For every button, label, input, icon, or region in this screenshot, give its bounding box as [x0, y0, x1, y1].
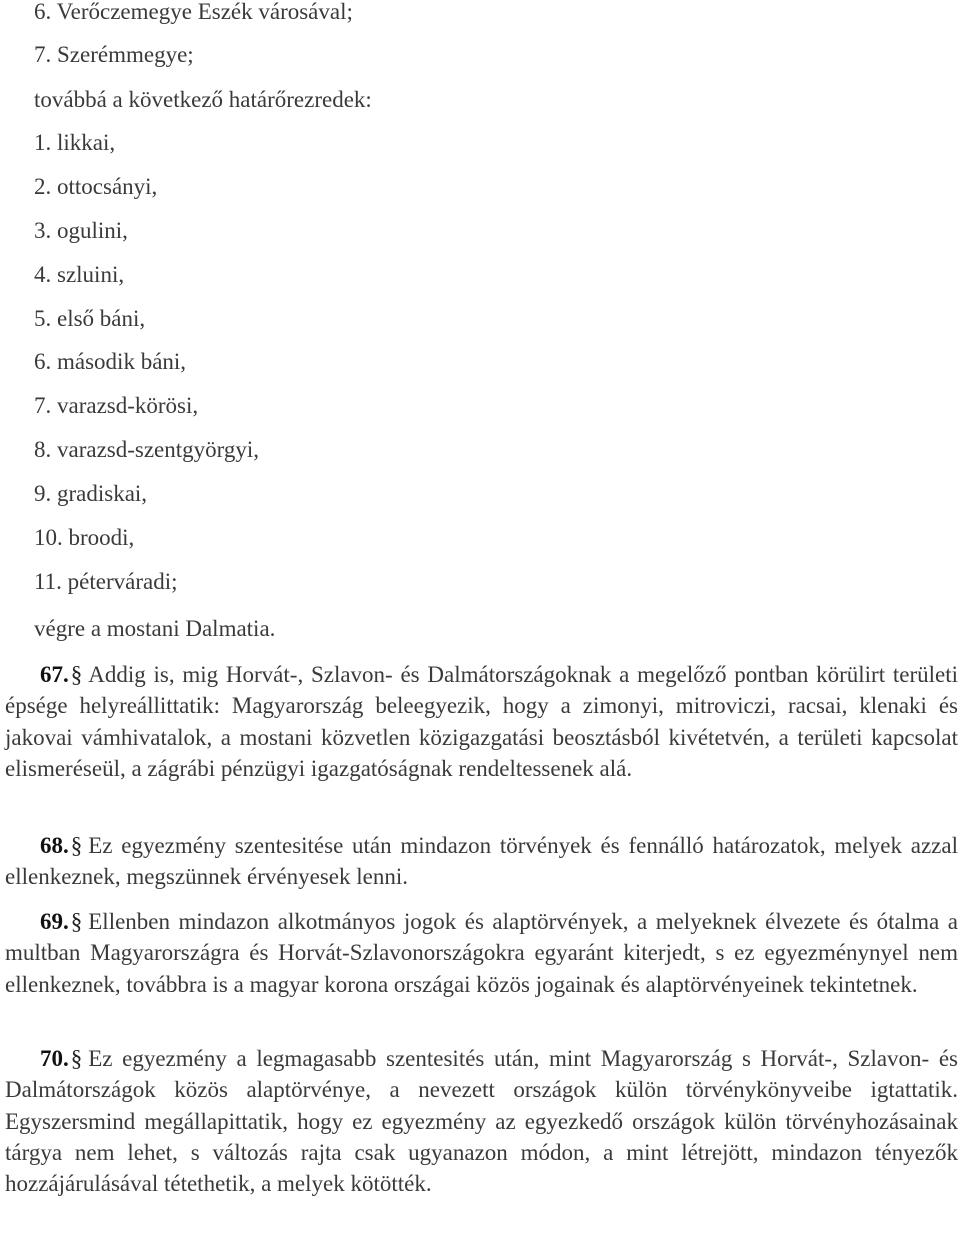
paragraph-number: 69.	[40, 909, 69, 934]
list-item: továbbá a következő határőrezredek:	[34, 87, 372, 112]
list-item: végre a mostani Dalmatia.	[34, 616, 276, 641]
list-item: 3. ogulini,	[34, 218, 128, 243]
section-sign: §	[70, 662, 83, 687]
list-item: 5. első báni,	[34, 306, 146, 331]
paragraph-68	[5, 830, 958, 893]
section-sign: §	[70, 833, 83, 858]
paragraph-text: Ez egyezmény szentesitése után mindazon törvények és fennálló határozatok, melyek azzal ellenkeznek, megszünnek érvényesek lenni.	[5, 833, 958, 890]
list-item: 9. gradiskai,	[34, 481, 148, 506]
paragraph-number: 67.	[40, 662, 69, 687]
paragraph-67	[5, 659, 958, 784]
section-sign: §	[70, 1046, 83, 1071]
list-item: 8. varazsd-szentgyörgyi,	[34, 437, 260, 462]
paragraph-text: Ellenben mindazon alkotmányos jogok és alaptörvények, a melyeknek élvezete és ótalma a multban Magyarországra és Horvát-Szlavonországokra egyaránt kiterjedt, s ez egyezménynyel nem ellenkeznek, továbbra is a magyar korona országai közös jogainak és alaptörvényeinek tekintetnek.	[5, 909, 958, 997]
section-sign: §	[70, 909, 83, 934]
list-item: 6. Verőczemegye Eszék városával;	[34, 0, 353, 24]
list-item: 10. broodi,	[34, 525, 135, 550]
list-item: 1. likkai,	[34, 130, 116, 155]
list-item: 6. második báni,	[34, 349, 187, 374]
list-item: 7. Szerémmegye;	[34, 42, 194, 67]
list-item: 4. szluini,	[34, 262, 125, 287]
paragraph-text: Addig is, mig Horvát-, Szlavon- és Dalmátországoknak a megelőző pontban körülirt területi épsége helyreállittatik: Magyarország beleegyezik, hogy a zimonyi, mitroviczi, racsai, klenaki és jakovai vámhivatalok, a mostani közvetlen közigazgatási beosztásból kivétetvén, a területi kapcsolat elismeréseül, a zágrábi pénzügyi igazgatóságnak rendeltessenek alá.	[5, 662, 958, 781]
list-item: 7. varazsd-körösi,	[34, 393, 199, 418]
paragraph-70	[5, 1043, 958, 1199]
list-item: 11. péterváradi;	[34, 569, 178, 594]
paragraph-number: 70.	[40, 1046, 69, 1071]
list-item: 2. ottocsányi,	[34, 174, 158, 199]
paragraph-text: Ez egyezmény a legmagasabb szentesités után, mint Magyarország s Horvát-, Szlavon- és Dalmátországok közös alaptörvénye, a nevezett országok külön törvénykönyveibe igtattatik. Egyszersmind megállapittatik, hogy ez egyezmény az egyezkedő országok külön törvényhozásainak tárgya nem lehet, s változás rajta csak ugyanazon módon, a mint létrejött, mindazon tényezők hozzájárulásával tétethetik, a melyek kötötték.	[5, 1046, 958, 1197]
paragraph-69	[5, 906, 958, 1000]
paragraph-number: 68.	[40, 833, 69, 858]
